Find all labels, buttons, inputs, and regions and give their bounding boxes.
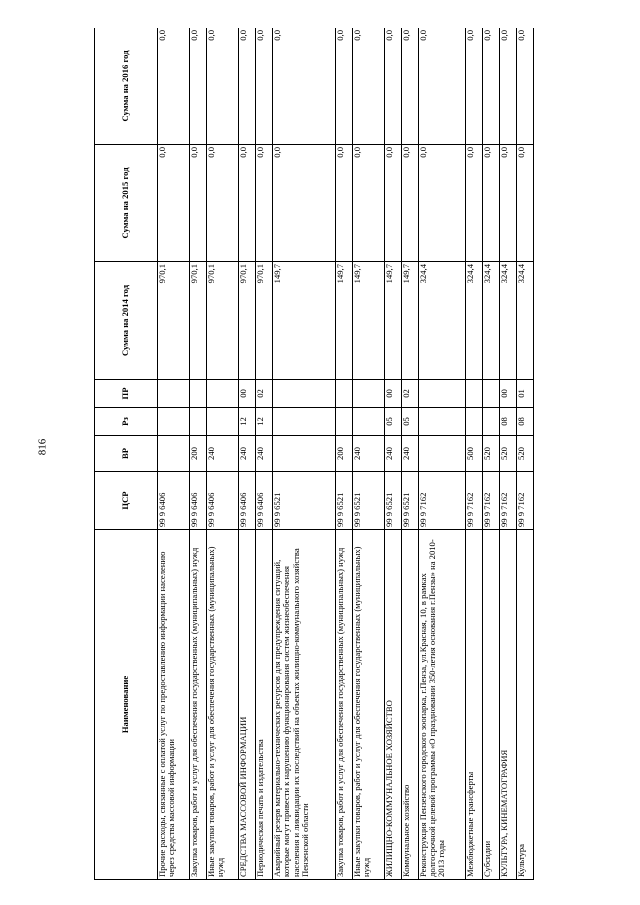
row-csr-cell: 99 9 7162 [466, 472, 483, 530]
row-pr-cell: 00 [384, 380, 401, 408]
row-sum-2014-cell: 324,4 [466, 262, 483, 380]
row-sum-2015-cell: 0,0 [256, 145, 273, 262]
table-row [500, 28, 517, 880]
row-name-cell: Прочие расходы, связанные с оплатой услуг по предоставлению информации населению через средства массовой информации [158, 530, 190, 880]
row-pr-cell: 01 [516, 380, 533, 408]
row-vr-cell: 200 [190, 436, 207, 472]
row-vr-cell: 240 [401, 436, 418, 472]
row-sum-2015-cell: 0,0 [401, 145, 418, 262]
row-rz-cell [158, 408, 190, 436]
header-pr: ПР [95, 380, 158, 408]
row-csr-cell: 99 9 6406 [158, 472, 190, 530]
row-vr-cell: 200 [335, 436, 352, 472]
row-sum-2014-cell: 149,7 [273, 262, 336, 380]
row-csr-cell: 99 9 6521 [352, 472, 384, 530]
table-row [239, 28, 256, 880]
row-vr-cell: 240 [384, 436, 401, 472]
table-row [384, 28, 401, 880]
header-sum-2015: Сумма на 2015 год [95, 145, 158, 262]
header-rz: Рз [95, 408, 158, 436]
row-name-cell: Межбюджетные трансферты [466, 530, 483, 880]
row-name-cell: Закупка товаров, работ и услуг для обеспечения государственных (муниципальных) нужд [335, 530, 352, 880]
row-sum-2014-cell: 324,4 [483, 262, 500, 380]
row-csr-cell: 99 9 7162 [418, 472, 465, 530]
row-sum-2015-cell: 0,0 [418, 145, 465, 262]
row-vr-cell: 240 [239, 436, 256, 472]
row-rz-cell [335, 408, 352, 436]
row-vr-cell: 520 [483, 436, 500, 472]
budget-table [94, 28, 534, 880]
table-row [273, 28, 336, 880]
row-vr-cell: 500 [466, 436, 483, 472]
row-sum-2016-cell: 0,0 [500, 28, 517, 145]
row-sum-2015-cell: 0,0 [335, 145, 352, 262]
row-csr-cell: 99 9 7162 [483, 472, 500, 530]
row-sum-2015-cell: 0,0 [516, 145, 533, 262]
table-header-row [95, 28, 158, 880]
header-name: Наименование [95, 530, 158, 880]
row-pr-cell [418, 380, 465, 408]
row-csr-cell: 99 9 6521 [335, 472, 352, 530]
row-sum-2016-cell: 0,0 [483, 28, 500, 145]
row-sum-2015-cell: 0,0 [483, 145, 500, 262]
header-sum-2014: Сумма на 2014 год [95, 262, 158, 380]
row-rz-cell [418, 408, 465, 436]
table-row [158, 28, 190, 880]
page-number: 816 [36, 438, 49, 456]
row-sum-2014-cell: 970,1 [239, 262, 256, 380]
row-sum-2014-cell: 324,4 [500, 262, 517, 380]
row-rz-cell: 05 [384, 408, 401, 436]
table-row [256, 28, 273, 880]
row-sum-2014-cell: 970,1 [190, 262, 207, 380]
row-sum-2014-cell: 324,4 [418, 262, 465, 380]
row-csr-cell: 99 9 6406 [256, 472, 273, 530]
table-row [401, 28, 418, 880]
row-sum-2015-cell: 0,0 [500, 145, 517, 262]
row-name-cell: Аварийный резерв материально-технических ресурсов для предупреждения ситуаций, которые могут привести к нарушению функционирования систем жизнеобеспечения населения и ликвидации их последствий на объектах жилищно-коммунального хозяйства Пензенской области [273, 530, 336, 880]
row-csr-cell: 99 9 6521 [401, 472, 418, 530]
row-sum-2015-cell: 0,0 [207, 145, 239, 262]
row-sum-2015-cell: 0,0 [352, 145, 384, 262]
row-name-cell: Культура [516, 530, 533, 880]
row-sum-2015-cell: 0,0 [384, 145, 401, 262]
row-name-cell: КУЛЬТУРА, КИНЕМАТОГРАФИЯ [500, 530, 517, 880]
row-csr-cell: 99 9 7162 [516, 472, 533, 530]
row-vr-cell [418, 436, 465, 472]
row-vr-cell: 240 [207, 436, 239, 472]
row-pr-cell [335, 380, 352, 408]
row-vr-cell: 240 [352, 436, 384, 472]
row-pr-cell: 02 [256, 380, 273, 408]
row-rz-cell: 12 [239, 408, 256, 436]
row-rz-cell: 08 [516, 408, 533, 436]
row-sum-2016-cell: 0,0 [207, 28, 239, 145]
row-sum-2016-cell: 0,0 [158, 28, 190, 145]
row-sum-2014-cell: 149,7 [352, 262, 384, 380]
row-csr-cell: 99 9 6521 [384, 472, 401, 530]
row-rz-cell: 05 [401, 408, 418, 436]
row-pr-cell [483, 380, 500, 408]
row-pr-cell: 00 [500, 380, 517, 408]
row-name-cell: Иные закупки товаров, работ и услуг для обеспечения государственных (муниципальных) нужд [207, 530, 239, 880]
row-sum-2015-cell: 0,0 [158, 145, 190, 262]
row-csr-cell: 99 9 6406 [239, 472, 256, 530]
table-row [418, 28, 465, 880]
row-vr-cell [273, 436, 336, 472]
row-csr-cell: 99 9 6406 [207, 472, 239, 530]
row-sum-2014-cell: 149,7 [401, 262, 418, 380]
table-row [335, 28, 352, 880]
row-sum-2016-cell: 0,0 [273, 28, 336, 145]
row-pr-cell: 02 [401, 380, 418, 408]
row-rz-cell [207, 408, 239, 436]
table-row [190, 28, 207, 880]
row-name-cell: Коммунальное хозяйство [401, 530, 418, 880]
header-sum-2016: Сумма на 2016 год [95, 28, 158, 145]
row-sum-2014-cell: 970,1 [207, 262, 239, 380]
row-csr-cell: 99 9 7162 [500, 472, 517, 530]
row-vr-cell: 240 [256, 436, 273, 472]
row-rz-cell [483, 408, 500, 436]
row-rz-cell [352, 408, 384, 436]
row-pr-cell [352, 380, 384, 408]
row-sum-2014-cell: 324,4 [516, 262, 533, 380]
row-pr-cell [207, 380, 239, 408]
row-sum-2014-cell: 970,1 [256, 262, 273, 380]
row-sum-2014-cell: 970,1 [158, 262, 190, 380]
row-rz-cell [273, 408, 336, 436]
row-sum-2015-cell: 0,0 [239, 145, 256, 262]
table-body [158, 28, 534, 880]
row-sum-2016-cell: 0,0 [401, 28, 418, 145]
table-row [483, 28, 500, 880]
row-name-cell: Субсидии [483, 530, 500, 880]
row-sum-2016-cell: 0,0 [335, 28, 352, 145]
row-pr-cell [466, 380, 483, 408]
row-pr-cell [190, 380, 207, 408]
row-rz-cell: 12 [256, 408, 273, 436]
row-csr-cell: 99 9 6521 [273, 472, 336, 530]
table-row [516, 28, 533, 880]
row-name-cell: СРЕДСТВА МАССОВОЙ ИНФОРМАЦИИ [239, 530, 256, 880]
row-sum-2014-cell: 149,7 [384, 262, 401, 380]
row-sum-2016-cell: 0,0 [256, 28, 273, 145]
row-name-cell: Закупка товаров, работ и услуг для обеспечения государственных (муниципальных) нужд [190, 530, 207, 880]
table-row [207, 28, 239, 880]
row-name-cell: Иные закупки товаров, работ и услуг для обеспечения государственных (муниципальных) нужд [352, 530, 384, 880]
row-rz-cell: 08 [500, 408, 517, 436]
row-vr-cell: 520 [500, 436, 517, 472]
row-sum-2016-cell: 0,0 [516, 28, 533, 145]
row-vr-cell [158, 436, 190, 472]
row-name-cell: Реконструкция Пензенского городского зоопарка, г.Пенза, ул.Красная, 10, в рамках долгосрочной целевой программы «О праздновании 350-летия основания г.Пензы» на 2010-2013 годы [418, 530, 465, 880]
row-name-cell: ЖИЛИЩНО-КОММУНАЛЬНОЕ ХОЗЯЙСТВО [384, 530, 401, 880]
row-rz-cell [190, 408, 207, 436]
row-pr-cell [273, 380, 336, 408]
row-pr-cell: 00 [239, 380, 256, 408]
row-sum-2014-cell: 149,7 [335, 262, 352, 380]
row-sum-2016-cell: 0,0 [190, 28, 207, 145]
row-rz-cell [466, 408, 483, 436]
row-sum-2015-cell: 0,0 [466, 145, 483, 262]
table-row [466, 28, 483, 880]
row-sum-2015-cell: 0,0 [190, 145, 207, 262]
budget-table-container [94, 28, 534, 880]
row-sum-2016-cell: 0,0 [352, 28, 384, 145]
row-pr-cell [158, 380, 190, 408]
row-sum-2015-cell: 0,0 [273, 145, 336, 262]
row-sum-2016-cell: 0,0 [466, 28, 483, 145]
row-sum-2016-cell: 0,0 [384, 28, 401, 145]
header-vr: ВР [95, 436, 158, 472]
row-sum-2016-cell: 0,0 [239, 28, 256, 145]
row-name-cell: Периодическая печать и издательства [256, 530, 273, 880]
row-vr-cell: 520 [516, 436, 533, 472]
row-sum-2016-cell: 0,0 [418, 28, 465, 145]
header-csr: ЦСР [95, 472, 158, 530]
row-csr-cell: 99 9 6406 [190, 472, 207, 530]
table-row [352, 28, 384, 880]
